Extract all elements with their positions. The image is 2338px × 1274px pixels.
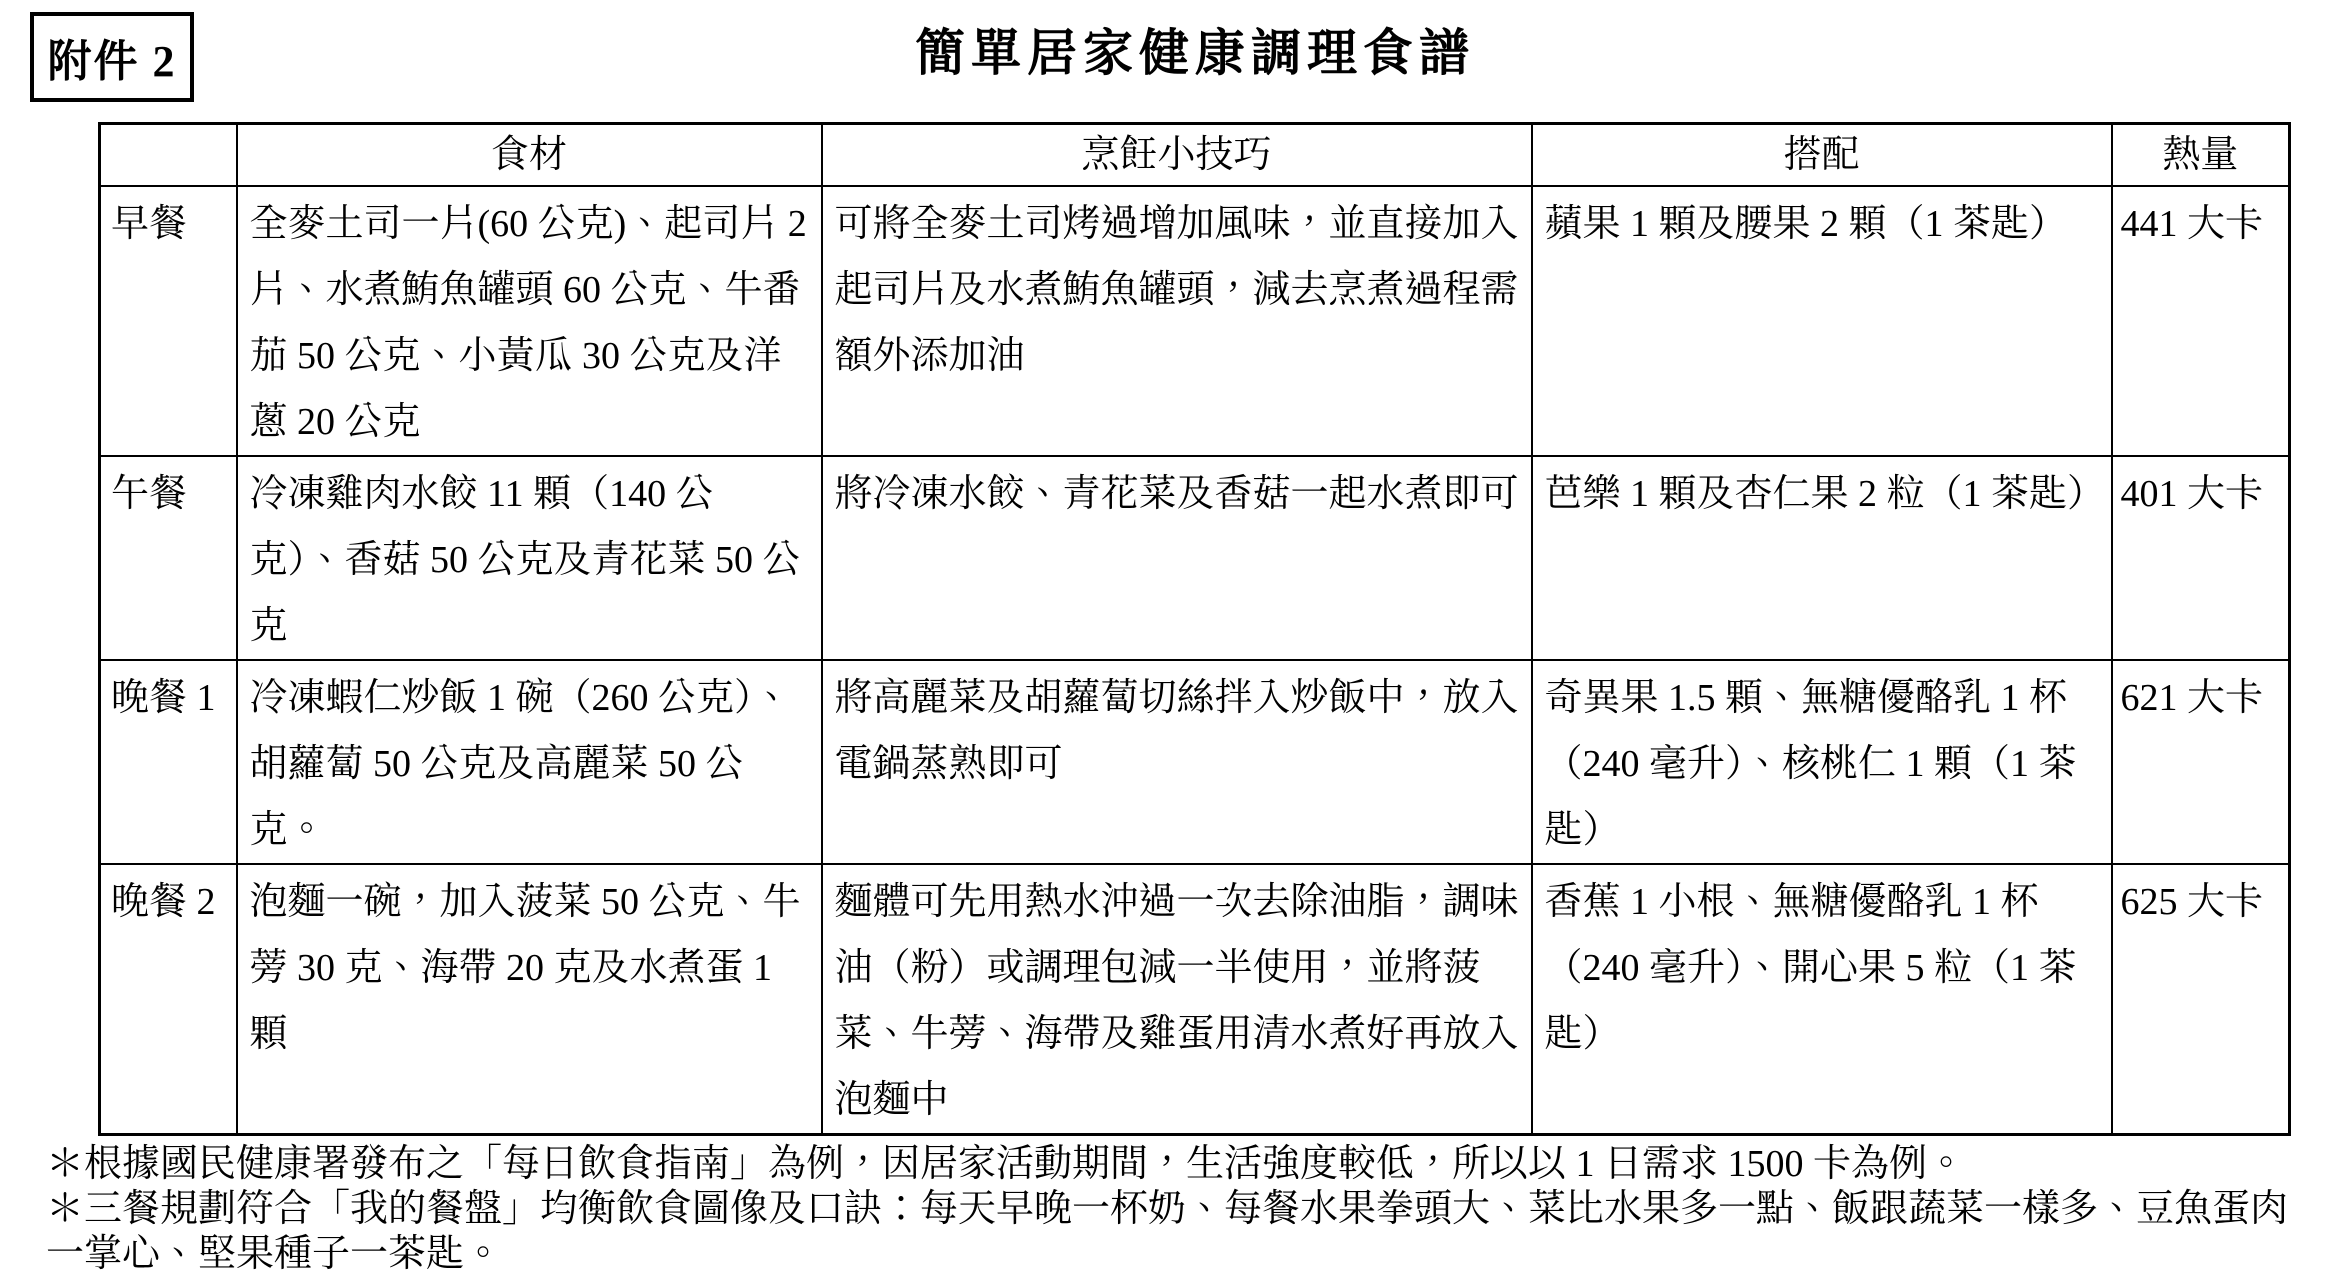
calories-cell: 621 大卡 <box>2112 660 2290 864</box>
recipe-table <box>98 122 2291 1136</box>
header-row <box>100 124 2290 186</box>
pairing-cell: 香蕉 1 小根、無糖優酪乳 1 杯（240 毫升）、開心果 5 粒（1 茶匙） <box>1532 864 2112 1135</box>
footnote: ＊根據國民健康署發布之「每日飲食指南」為例，因居家活動期間，生活強度較低，所以以 1 日需求 1500 卡為例。 <box>46 1142 1966 1185</box>
ingredients-cell: 全麥土司一片(60 公克)、起司片 2 片、水煮鮪魚罐頭 60 公克、牛番茄 50 公克、小黃瓜 30 公克及洋蔥 20 公克 <box>237 186 822 456</box>
column-header-pairing: 搭配 <box>1532 124 2112 186</box>
tips-cell: 麵體可先用熱水沖過一次去除油脂，調味油（粉）或調理包減一半使用，並將菠菜、牛蒡、海帶及雞蛋用清水煮好再放入泡麵中 <box>822 864 1532 1135</box>
meal-cell: 晚餐 2 <box>100 864 237 1135</box>
column-header-ingredients: 食材 <box>237 124 822 186</box>
footnote: ＊三餐規劃符合「我的餐盤」均衡飲食圖像及口訣：每天早晚一杯奶、每餐水果拳頭大、菜比水果多一點、飯跟蔬菜一樣多、豆魚蛋肉一掌心、堅果種子一茶匙。 <box>46 1187 2289 1274</box>
column-header-calories: 熱量 <box>2112 124 2290 186</box>
meal-cell: 晚餐 1 <box>100 660 237 864</box>
table-row-lunch <box>100 456 2290 660</box>
tips-cell: 將冷凍水餃、青花菜及香菇一起水煮即可 <box>822 456 1532 660</box>
column-header-tips: 烹飪小技巧 <box>822 124 1532 186</box>
calories-cell: 441 大卡 <box>2112 186 2290 456</box>
meal-cell: 早餐 <box>100 186 237 456</box>
pairing-cell: 奇異果 1.5 顆、無糖優酪乳 1 杯（240 毫升）、核桃仁 1 顆（1 茶匙） <box>1532 660 2112 864</box>
tips-cell: 將高麗菜及胡蘿蔔切絲拌入炒飯中，放入電鍋蒸熟即可 <box>822 660 1532 864</box>
ingredients-cell: 冷凍蝦仁炒飯 1 碗（260 公克）、胡蘿蔔 50 公克及高麗菜 50 公克。 <box>237 660 822 864</box>
attachment-label: 附件 2 <box>47 37 177 86</box>
calories-cell: 401 大卡 <box>2112 456 2290 660</box>
pairing-cell: 蘋果 1 顆及腰果 2 顆（1 茶匙） <box>1532 186 2112 456</box>
table-row-breakfast <box>100 186 2290 456</box>
footnotes <box>46 1142 2306 1274</box>
table-row-dinner-2 <box>100 864 2290 1135</box>
page-title: 簡單居家健康調理食譜 <box>915 25 1475 81</box>
ingredients-cell: 泡麵一碗，加入菠菜 50 公克、牛蒡 30 克、海帶 20 克及水煮蛋 1 顆 <box>237 864 822 1135</box>
tips-cell: 可將全麥土司烤過增加風味，並直接加入起司片及水煮鮪魚罐頭，減去烹煮過程需額外添加油 <box>822 186 1532 456</box>
column-header-meal <box>100 124 237 186</box>
meal-cell: 午餐 <box>100 456 237 660</box>
attachment-label-box <box>30 12 194 102</box>
ingredients-cell: 冷凍雞肉水餃 11 顆（140 公克）、香菇 50 公克及青花菜 50 公克 <box>237 456 822 660</box>
pairing-cell: 芭樂 1 顆及杏仁果 2 粒（1 茶匙） <box>1532 456 2112 660</box>
calories-cell: 625 大卡 <box>2112 864 2290 1135</box>
table-row-dinner-1 <box>100 660 2290 864</box>
